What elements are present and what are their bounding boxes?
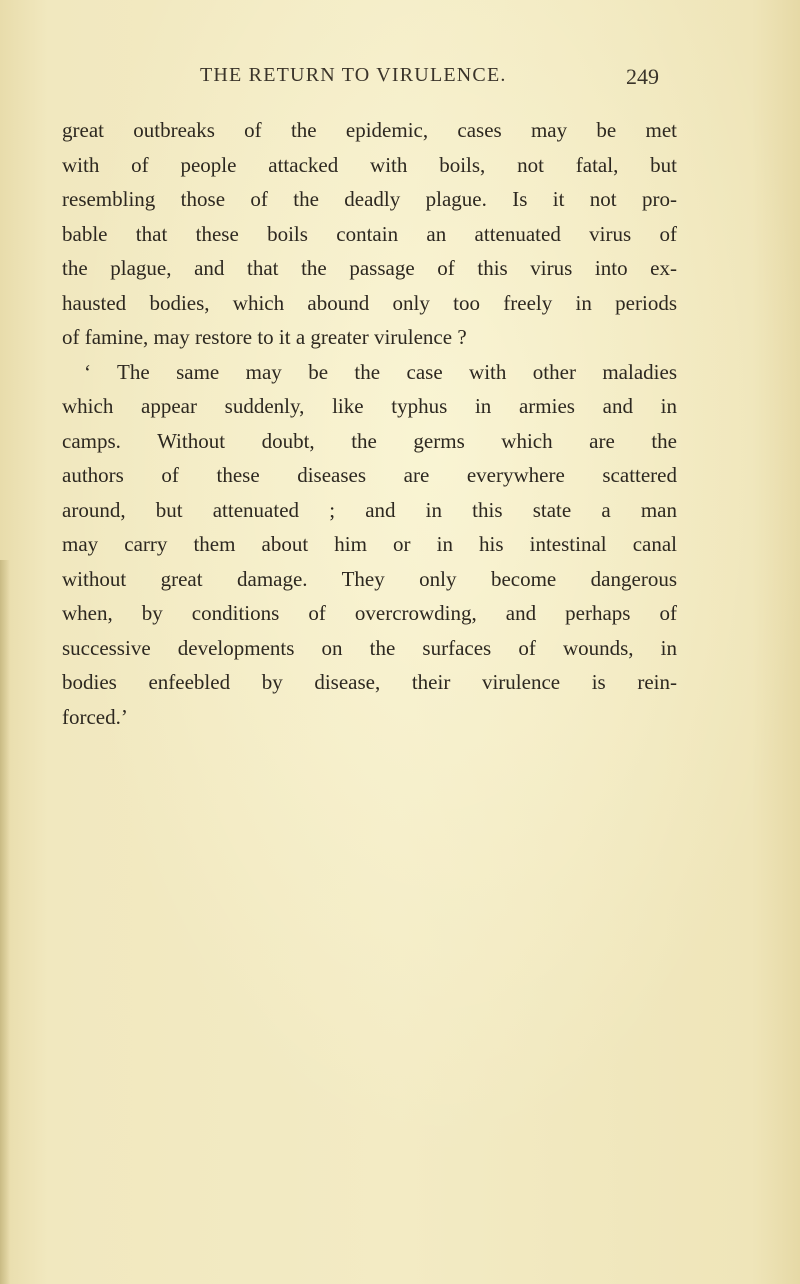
text-line: bable that these boils contain an attenuated virus of	[62, 221, 677, 246]
text-line: may carry them about him or in his intestinal canal	[62, 532, 677, 556]
page-binding-edge	[0, 560, 10, 1284]
text-line: with of people attacked with boils, not fatal, but	[62, 152, 677, 177]
text-line: bodies enfeebled by disease, their virulence is rein-	[62, 670, 677, 694]
text-line: hausted bodies, which abound only too freely in periods	[62, 290, 677, 315]
text-line: the plague, and that the passage of this virus into ex-	[62, 256, 677, 280]
text-line: of famine, may restore to it a greater virulence ?	[62, 325, 467, 349]
page-number: 249	[626, 64, 659, 89]
text-line: forced.’	[62, 704, 128, 729]
text-line: without great damage. They only become dangerous	[62, 566, 677, 591]
text-line: resembling those of the deadly plague. Is it not pro-	[62, 187, 677, 211]
text-line: ‘ The same may be the case with other maladies	[84, 359, 677, 384]
text-line: when, by conditions of overcrowding, and perhaps of	[62, 601, 677, 625]
text-line: camps. Without doubt, the germs which are the	[62, 428, 677, 453]
running-head-title: THE RETURN TO VIRULENCE.	[200, 64, 507, 86]
text-line: authors of these diseases are everywhere scattered	[62, 463, 677, 487]
body-text	[62, 113, 677, 734]
text-line: around, but attenuated ; and in this state a man	[62, 497, 677, 522]
text-line: successive developments on the surfaces of wounds, in	[62, 635, 677, 660]
text-line: which appear suddenly, like typhus in armies and in	[62, 394, 677, 418]
running-head	[0, 64, 800, 94]
text-line: great outbreaks of the epidemic, cases may be met	[62, 118, 677, 142]
